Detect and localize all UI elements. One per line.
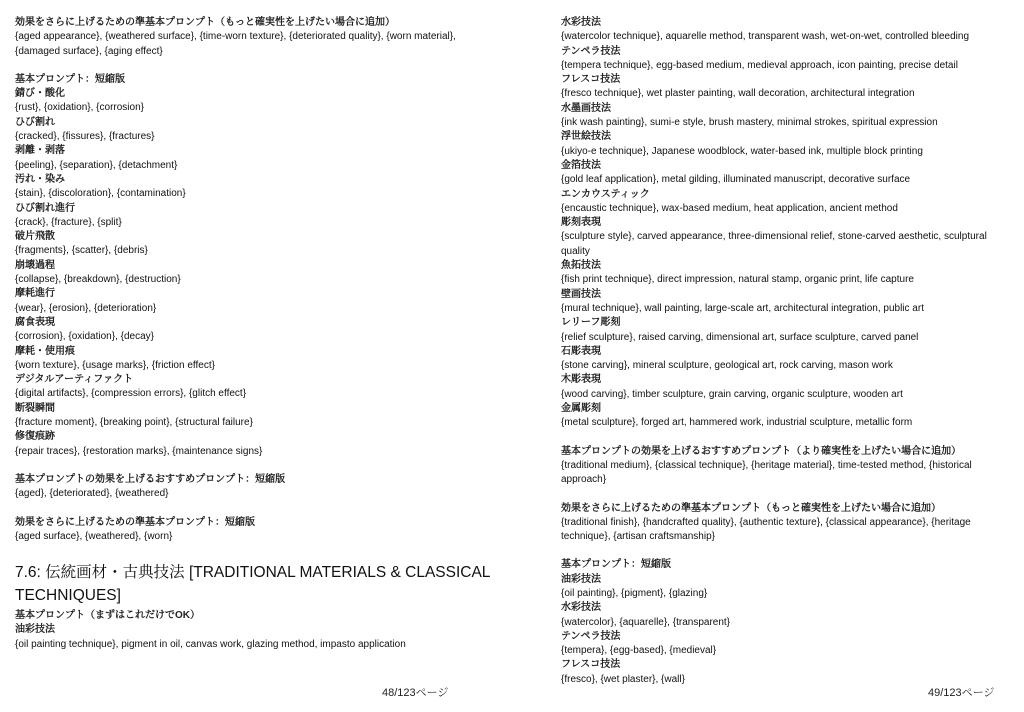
prompt-heading: 基本プロンプト：短縮版 [15,73,125,85]
prompt-heading: 浮世絵技法 [561,131,611,143]
prompt-text: {tempera technique}, egg-based medium, medieval approach, icon painting, precise detail [561,59,958,71]
prompt-text: {repair traces}, {restoration marks}, {maintenance signs} [15,445,263,457]
prompt-heading: エンカウスティック [561,188,650,200]
prompt-heading: 水彩技法 [561,17,601,28]
prompt-heading: 修復痕跡 [15,431,55,443]
prompt-heading: 金属彫刻 [561,403,601,415]
prompt-heading: 木彫表現 [561,374,601,386]
prompt-text: {rust}, {oxidation}, {corrosion} [15,102,144,114]
prompt-heading: ひび割れ進行 [15,202,75,214]
prompt-heading: 壁画技法 [561,288,601,300]
prompt-heading: 金箔技法 [561,159,601,171]
prompt-heading: 水墨画技法 [561,102,611,114]
prompt-text: {wear}, {erosion}, {deterioration} [15,302,157,314]
spacer [15,59,495,73]
page-49 [561,16,1011,687]
prompt-heading: 崩壊過程 [15,259,55,271]
prompt-text: {traditional medium}, {classical technique}, {heritage material}, time-tested method, {historical approach} [561,459,972,486]
prompt-text: {fracture moment}, {breaking point}, {structural failure} [15,417,253,429]
prompt-text: {traditional finish}, {handcrafted quality}, {authentic texture}, {classical appearance}, {heritage technique}, {artisan craftsmanship} [561,516,971,543]
prompt-heading: 摩耗・使用痕 [15,345,75,357]
prompt-text: {crack}, {fracture}, {split} [15,216,122,228]
prompt-heading: 魚拓技法 [561,260,601,272]
prompt-text: {ukiyo-e technique}, Japanese woodblock, water-based ink, multiple block printing [561,145,923,157]
spacer [561,544,1011,558]
prompt-text: {oil painting}, {pigment}, {glazing} [561,587,708,599]
prompt-text: {ink wash painting}, sumi-e style, brush mastery, minimal strokes, spiritual expression [561,117,938,129]
prompt-text: {collapse}, {breakdown}, {destruction} [15,274,181,286]
section-title: 7.6: 伝統画材・古典技法 [TRADITIONAL MATERIALS & CLASSICAL TECHNIQUES] [15,564,490,605]
page-number: 48/123ページ [382,687,449,699]
prompt-heading: 腐食表現 [15,316,55,328]
page-48 [15,16,495,652]
prompt-text: {watercolor technique}, aquarelle method, transparent wash, wet-on-wet, controlled bleeding [561,31,970,43]
prompt-heading: 断裂瞬間 [15,402,55,414]
prompt-heading: ひび割れ [15,116,55,128]
prompt-text: {oil painting technique}, pigment in oil, canvas work, glazing method, impasto application [15,638,406,650]
prompt-text: {peeling}, {separation}, {detachment} [15,159,178,171]
prompt-text: {metal sculpture}, forged art, hammered work, industrial sculpture, metallic form [561,417,913,429]
prompt-text: {worn texture}, {usage marks}, {friction effect} [15,359,215,371]
prompt-heading: 基本プロンプトの効果を上げるおすすめプロンプト（より確実性を上げたい場合に追加） [561,445,962,457]
prompt-heading: 摩耗進行 [15,288,55,300]
prompt-heading: 錆び・酸化 [15,88,65,100]
prompt-heading: デジタルアーティファクト [15,374,134,386]
prompt-heading: テンペラ技法 [561,45,621,57]
prompt-heading: 基本プロンプト（まずはこれだけでOK） [15,610,200,622]
prompt-heading: 彫刻表現 [561,217,601,229]
prompt-heading: フレスコ技法 [561,74,621,86]
prompt-heading: 水彩技法 [561,602,601,614]
prompt-text: {fresco technique}, wet plaster painting, wall decoration, architectural integration [561,88,915,100]
prompt-text: {fish print technique}, direct impression, natural stamp, organic print, life capture [561,274,914,286]
prompt-heading: 油彩技法 [561,573,601,585]
prompt-text: {relief sculpture}, raised carving, dimensional art, surface sculpture, carved panel [561,331,919,343]
prompt-heading: 基本プロンプトの効果を上げるおすすめプロンプト：短縮版 [15,473,286,485]
prompt-text: {corrosion}, {oxidation}, {decay} [15,331,154,343]
prompt-text: {fresco}, {wet plaster}, {wall} [561,673,685,685]
prompt-text: {stain}, {discoloration}, {contamination} [15,188,186,200]
prompt-text: {stone carving}, mineral sculpture, geological art, rock carving, mason work [561,360,893,372]
prompt-text: {watercolor}, {aquarelle}, {transparent} [561,616,731,628]
prompt-heading: 石彫表現 [561,345,601,357]
prompt-heading: 汚れ・染み [15,173,65,185]
prompt-text: {gold leaf application}, metal gilding, illuminated manuscript, decorative surface [561,174,911,186]
prompt-heading: 効果をさらに上げるための準基本プロンプト（もっと確実性を上げたい場合に追加） [561,502,941,514]
prompt-text: {aged appearance}, {weathered surface}, {time-worn texture}, {deteriorated quality}, {worn material}, {damaged surface}, {aging effect} [15,31,456,57]
spacer [15,502,495,516]
prompt-text: {fragments}, {scatter}, {debris} [15,245,148,257]
prompt-heading: テンペラ技法 [561,630,621,642]
prompt-text: {wood carving}, timber sculpture, grain carving, organic sculpture, wooden art [561,388,903,400]
prompt-heading: 油彩技法 [15,624,55,636]
prompt-text: {aged surface}, {weathered}, {worn} [15,530,173,542]
spacer [561,488,1011,502]
prompt-heading: 基本プロンプト：短縮版 [561,559,671,571]
prompt-text: {aged}, {deteriorated}, {weathered} [15,488,169,500]
prompt-text: {digital artifacts}, {compression errors}, {glitch effect} [15,388,247,400]
prompt-text: {tempera}, {egg-based}, {medieval} [561,645,717,657]
prompt-heading: 破片飛散 [15,231,55,243]
prompt-heading: 剥離・剥落 [15,145,65,157]
prompt-heading: フレスコ技法 [561,659,621,671]
prompt-heading: 効果をさらに上げるための準基本プロンプト：短縮版 [15,516,255,528]
prompt-heading: レリーフ彫刻 [561,317,621,329]
prompt-text: {encaustic technique}, wax-based medium, heat application, ancient method [561,202,898,214]
spacer [561,431,1011,445]
prompt-text: {cracked}, {fissures}, {fractures} [15,131,155,143]
prompt-text: {mural technique}, wall painting, large-scale art, architectural integration, public art [561,302,924,314]
spacer [15,459,495,473]
page-number: 49/123ページ [928,687,995,699]
prompt-heading: 効果をさらに上げるための準基本プロンプト（もっと確実性を上げたい場合に追加） [15,17,395,28]
prompt-text: {sculpture style}, carved appearance, three-dimensional relief, stone-carved aesthetic, sculptural quality [561,231,987,257]
